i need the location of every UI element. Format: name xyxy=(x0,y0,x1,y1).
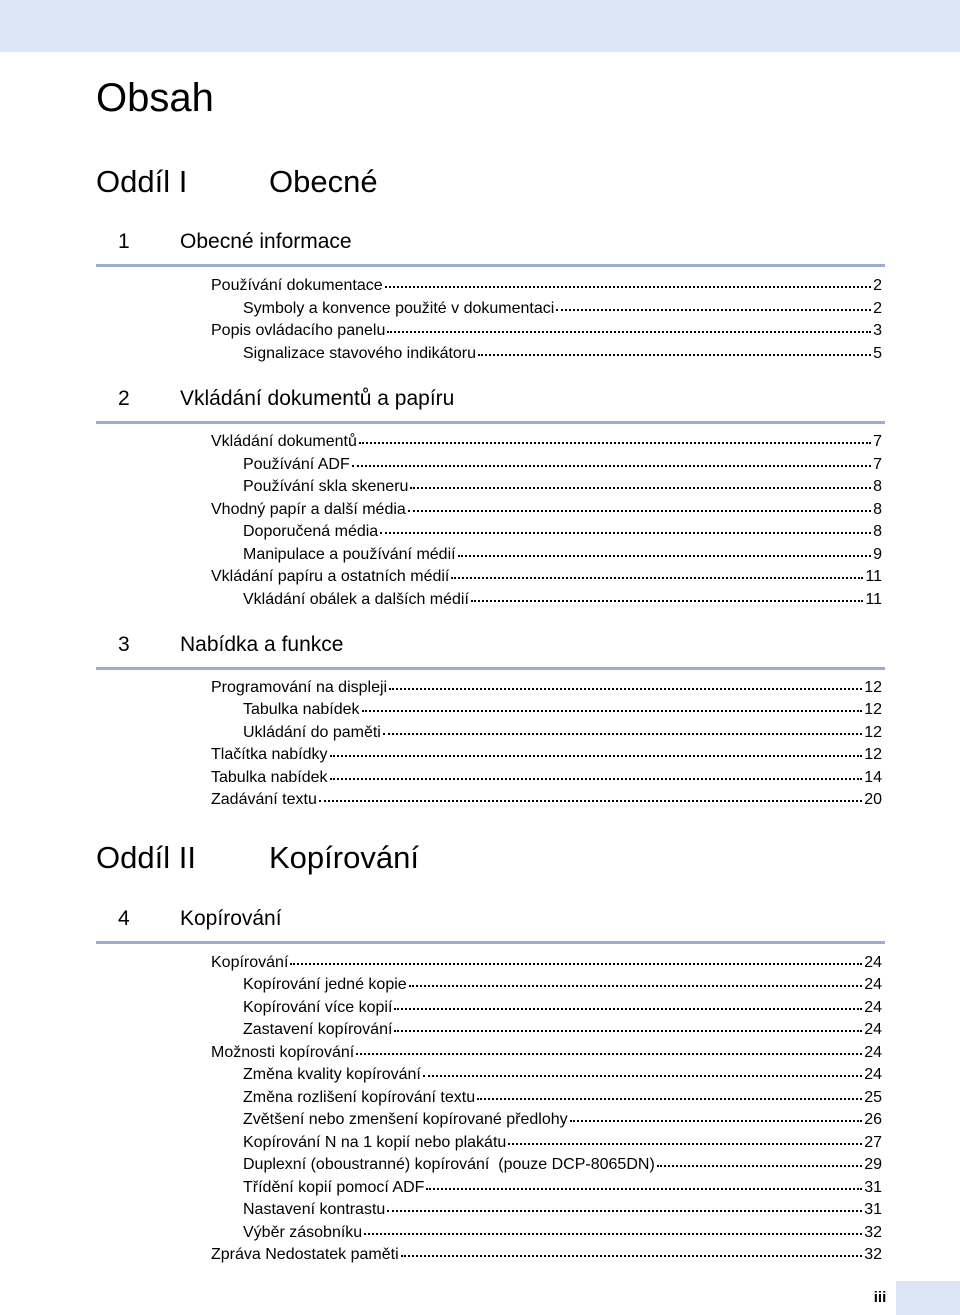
toc-entry[interactable] xyxy=(0,496,882,518)
toc-entry-text: Zastavení kopírování xyxy=(243,1021,393,1038)
chapter-title: Kopírování xyxy=(180,907,282,930)
toc-entry-page: 29 xyxy=(864,1156,882,1173)
toc-entry-text: Tlačítka nabídky xyxy=(211,746,328,763)
toc-entry-text: Ukládání do paměti xyxy=(243,724,381,741)
toc-entry[interactable] xyxy=(0,971,882,993)
leader-dots xyxy=(364,1217,862,1235)
toc-entry[interactable] xyxy=(0,428,882,450)
part-name: Obecné xyxy=(269,164,378,199)
toc-entry-text: Zadávání textu xyxy=(211,791,317,808)
leader-dots xyxy=(410,471,871,489)
toc-entry[interactable] xyxy=(0,295,882,317)
toc-entry-page: 24 xyxy=(864,1021,882,1038)
toc-entry[interactable] xyxy=(0,786,882,808)
toc-entry-text: Nastavení kontrastu xyxy=(243,1201,386,1218)
toc-entry-text: Vkládání dokumentů xyxy=(211,433,357,450)
part-number: Oddíl II xyxy=(96,840,196,875)
toc-entry[interactable] xyxy=(0,1084,882,1106)
toc-entry-text: Manipulace a používání médií xyxy=(243,546,456,563)
toc-entry[interactable] xyxy=(0,541,882,563)
toc-entry-text: Tabulka nabídek xyxy=(211,769,328,786)
leader-dots xyxy=(389,672,862,690)
leader-dots xyxy=(383,717,862,735)
leader-dots xyxy=(362,694,863,712)
toc-entry-page: 5 xyxy=(873,345,882,362)
chapter-number: 1 xyxy=(118,230,130,253)
toc-entry-text: Tabulka nabídek xyxy=(243,701,360,718)
part-number: Oddíl I xyxy=(96,164,188,199)
leader-dots xyxy=(352,449,871,467)
leader-dots xyxy=(478,338,871,356)
leader-dots xyxy=(401,1239,863,1257)
header-band xyxy=(0,0,960,52)
toc-entry-page: 32 xyxy=(864,1224,882,1241)
page-number: iii xyxy=(873,1289,887,1306)
leader-dots xyxy=(394,1014,862,1032)
toc-entry[interactable] xyxy=(0,272,882,294)
toc-entry-page: 7 xyxy=(873,433,882,450)
toc-entry-page: 24 xyxy=(864,954,882,971)
toc-entry-page: 8 xyxy=(873,523,882,540)
page-tab xyxy=(896,1281,960,1315)
toc-entry[interactable] xyxy=(0,1061,882,1083)
chapter-title: Vkládání dokumentů a papíru xyxy=(180,387,455,410)
toc-entry-text: Doporučená média xyxy=(243,523,379,540)
chapter-number: 3 xyxy=(118,633,130,656)
leader-dots xyxy=(657,1149,862,1167)
toc-entry[interactable] xyxy=(0,696,882,718)
leader-dots xyxy=(387,315,871,333)
leader-dots xyxy=(570,1104,863,1122)
toc-entry-page: 11 xyxy=(865,591,882,608)
toc-entry[interactable] xyxy=(0,1016,882,1038)
toc-entry[interactable] xyxy=(0,764,882,786)
chapter-heading xyxy=(96,903,885,944)
toc-entry-text: Kopírování xyxy=(211,954,289,971)
toc-entry-page: 27 xyxy=(864,1134,882,1151)
toc-entry-page: 8 xyxy=(873,478,882,495)
toc-entry[interactable] xyxy=(0,473,882,495)
toc-entry-text: Používání skla skeneru xyxy=(243,478,409,495)
toc-entry-text: Používání dokumentace xyxy=(211,277,383,294)
chapter-number: 4 xyxy=(118,907,130,930)
toc-entry[interactable] xyxy=(0,949,882,971)
toc-entry[interactable] xyxy=(0,1174,882,1196)
toc-entry-page: 24 xyxy=(864,1066,882,1083)
toc-entry-page: 2 xyxy=(873,300,882,317)
toc-entry-text: Možnosti kopírování xyxy=(211,1044,355,1061)
toc-entry-text: Výběr zásobníku xyxy=(243,1224,363,1241)
toc-entry-page: 12 xyxy=(864,679,882,696)
toc-entry-page: 11 xyxy=(865,568,882,585)
leader-dots xyxy=(387,1194,862,1212)
toc-entry[interactable] xyxy=(0,451,882,473)
leader-dots xyxy=(423,1059,862,1077)
leader-dots xyxy=(385,270,871,288)
leader-dots xyxy=(330,739,863,757)
toc-entry-text: Změna kvality kopírování xyxy=(243,1066,421,1083)
toc-entry-text: Změna rozlišení kopírování textu xyxy=(243,1089,476,1106)
toc-entry-page: 3 xyxy=(873,322,882,339)
toc-entry-page: 8 xyxy=(873,501,882,518)
toc-entry-text: Třídění kopií pomocí ADF xyxy=(243,1179,425,1196)
leader-dots xyxy=(394,992,862,1010)
toc-entry-page: 32 xyxy=(864,1246,882,1263)
toc-entry[interactable] xyxy=(0,741,882,763)
toc-entry[interactable] xyxy=(0,674,882,696)
toc-entry[interactable] xyxy=(0,518,882,540)
leader-dots xyxy=(319,784,862,802)
toc-entry-page: 12 xyxy=(864,724,882,741)
toc-entry-page: 20 xyxy=(864,791,882,808)
toc-entry-text: Kopírování N na 1 kopií nebo plakátu xyxy=(243,1134,507,1151)
toc-entry-text: Duplexní (oboustranné) kopírování (pouze DCP-8065DN) xyxy=(243,1156,655,1173)
toc-entry[interactable] xyxy=(0,1129,882,1151)
toc-entry-text: Programování na displeji xyxy=(211,679,388,696)
chapter-title: Nabídka a funkce xyxy=(180,633,344,656)
chapter-number: 2 xyxy=(118,387,130,410)
toc-entry-page: 24 xyxy=(864,976,882,993)
page-title: Obsah xyxy=(96,76,214,120)
leader-dots xyxy=(556,293,871,311)
leader-dots xyxy=(408,494,871,512)
toc-entry-page: 31 xyxy=(864,1179,882,1196)
toc-entry-text: Signalizace stavového indikátoru xyxy=(243,345,477,362)
leader-dots xyxy=(458,539,872,557)
toc-entry-text: Vkládání obálek a dalších médií xyxy=(243,591,469,608)
leader-dots xyxy=(471,584,863,602)
toc-entry[interactable] xyxy=(0,1039,882,1061)
toc-entry-page: 25 xyxy=(864,1089,882,1106)
leader-dots xyxy=(426,1172,862,1190)
toc-entry[interactable] xyxy=(0,317,882,339)
toc-entry-text: Popis ovládacího panelu xyxy=(211,322,386,339)
toc-entry[interactable] xyxy=(0,994,882,1016)
toc-entry[interactable] xyxy=(0,1106,882,1128)
toc-entry-page: 24 xyxy=(864,999,882,1016)
leader-dots xyxy=(359,426,871,444)
leader-dots xyxy=(508,1127,862,1145)
toc-entry[interactable] xyxy=(0,586,882,608)
toc-entry-page: 2 xyxy=(873,277,882,294)
leader-dots xyxy=(451,561,863,579)
leader-dots xyxy=(356,1037,862,1055)
toc-entry-page: 9 xyxy=(873,546,882,563)
toc-entry[interactable] xyxy=(0,340,882,362)
leader-dots xyxy=(409,969,863,987)
chapter-title: Obecné informace xyxy=(180,230,352,253)
toc-entry-text: Kopírování více kopií xyxy=(243,999,393,1016)
toc-entry-text: Používání ADF xyxy=(243,456,350,473)
toc-entry[interactable] xyxy=(0,1196,882,1218)
toc-entry[interactable] xyxy=(0,1219,882,1241)
toc-entry-page: 7 xyxy=(873,456,882,473)
toc-entry-text: Kopírování jedné kopie xyxy=(243,976,407,993)
leader-dots xyxy=(290,947,862,965)
toc-entry-page: 14 xyxy=(864,769,882,786)
toc-entry-page: 24 xyxy=(864,1044,882,1061)
part-heading xyxy=(96,162,916,202)
toc-entry-text: Zvětšení nebo zmenšení kopírované předlohy xyxy=(243,1111,568,1128)
leader-dots xyxy=(330,762,863,780)
leader-dots xyxy=(380,516,871,534)
leader-dots xyxy=(477,1082,862,1100)
part-heading xyxy=(96,838,916,878)
chapter-heading xyxy=(96,629,885,670)
toc-entry-page: 31 xyxy=(864,1201,882,1218)
toc-entry-text: Vkládání papíru a ostatních médií xyxy=(211,568,450,585)
chapter-heading xyxy=(96,226,885,267)
toc-entry-page: 12 xyxy=(864,701,882,718)
toc-entry[interactable] xyxy=(0,1151,882,1173)
toc-entry[interactable] xyxy=(0,563,882,585)
toc-entry[interactable] xyxy=(0,719,882,741)
toc-entry-text: Symboly a konvence použité v dokumentaci xyxy=(243,300,555,317)
part-name: Kopírování xyxy=(269,840,419,875)
toc-entry-page: 26 xyxy=(864,1111,882,1128)
chapter-heading xyxy=(96,383,885,424)
toc-entry-text: Zpráva Nedostatek paměti xyxy=(211,1246,399,1263)
toc-entry-text: Vhodný papír a další média xyxy=(211,501,406,518)
toc-entry-page: 12 xyxy=(864,746,882,763)
toc-entry[interactable] xyxy=(0,1241,882,1263)
